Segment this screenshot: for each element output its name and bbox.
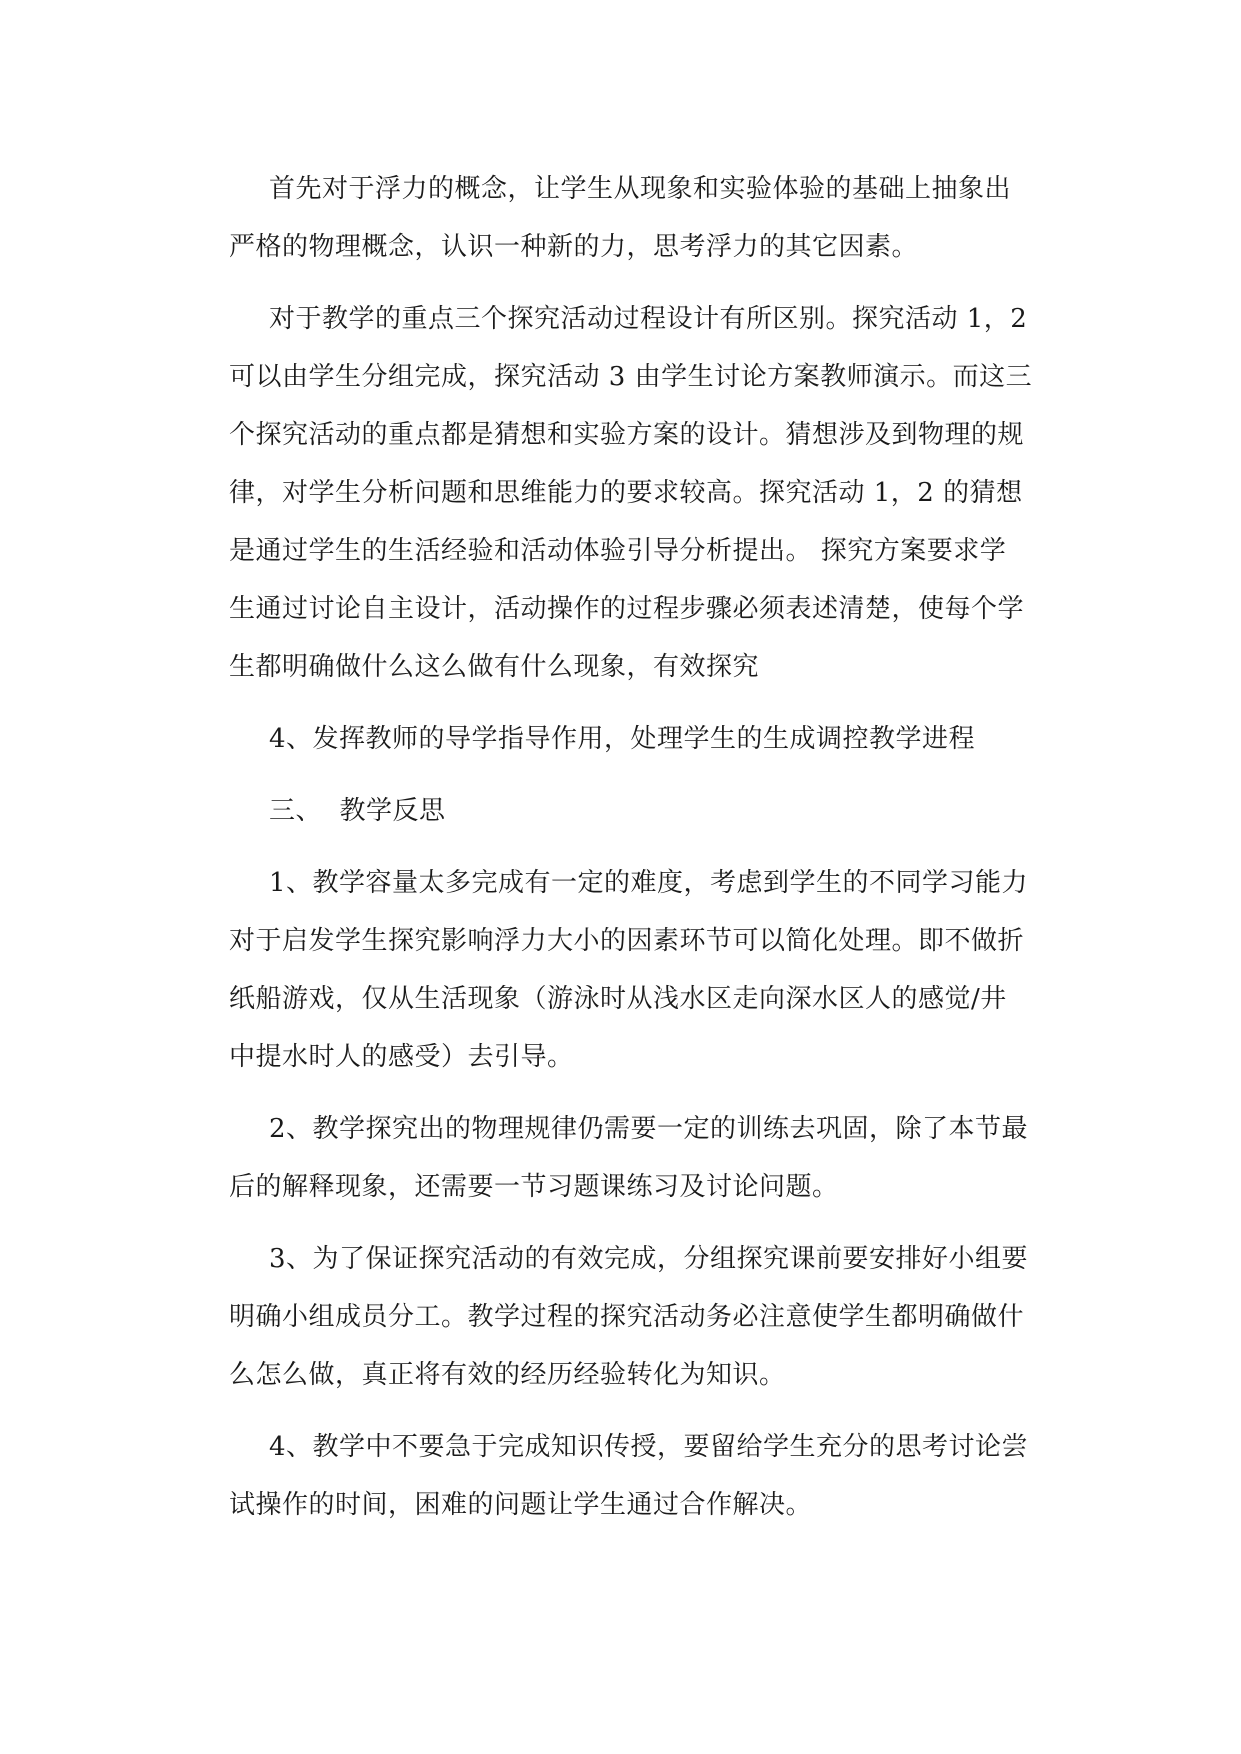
text-line: 律，对学生分析问题和思维能力的要求较高。探究活动 1，2 的猜想 [229, 478, 1023, 508]
text-line: 生都明确做什么这么做有什么现象，有效探究 [229, 652, 760, 682]
text-line: 对于教学的重点三个探究活动过程设计有所区别。探究活动 1，2 [269, 304, 1028, 334]
text-line: 可以由学生分组完成，探究活动 3 由学生讨论方案教师演示。而这三 [229, 362, 1033, 392]
paragraph-reflection-1 [189, 854, 1069, 1086]
paragraph-reflection-4 [189, 1418, 1069, 1534]
text-line: 严格的物理概念，认识一种新的力，思考浮力的其它因素。 [229, 232, 919, 262]
paragraph-inquiry-activities [189, 290, 1069, 696]
text-line: 明确小组成员分工。教学过程的探究活动务必注意使学生都明确做什 [229, 1302, 1025, 1332]
text-line: 生通过讨论自主设计，活动操作的过程步骤必须表述清楚，使每个学 [229, 594, 1025, 624]
text-line: 4、发挥教师的导学指导作用，处理学生的生成调控教学进程 [269, 724, 976, 754]
text-line: 3、为了保证探究活动的有效完成，分组探究课前要安排好小组要 [269, 1244, 1029, 1274]
paragraph-reflection-3 [189, 1230, 1069, 1404]
section-heading: 三、 教学反思 [269, 796, 446, 826]
text-line: 个探究活动的重点都是猜想和实验方案的设计。猜想涉及到物理的规 [229, 420, 1025, 450]
text-line: 后的解释现象，还需要一节习题课练习及讨论问题。 [229, 1172, 839, 1202]
text-line: 4、教学中不要急于完成知识传授，要留给学生充分的思考讨论尝 [269, 1432, 1029, 1462]
text-line: 么怎么做，真正将有效的经历经验转化为知识。 [229, 1360, 786, 1390]
paragraph-point-4 [189, 710, 1069, 768]
paragraph-buoyancy-concept [189, 160, 1069, 276]
text-line: 中提水时人的感受）去引导。 [229, 1042, 574, 1072]
text-line: 试操作的时间，困难的问题让学生通过合作解决。 [229, 1490, 813, 1520]
document-body [189, 160, 1069, 1548]
section-heading-reflection [189, 782, 1069, 840]
paragraph-reflection-2 [189, 1100, 1069, 1216]
text-line: 首先对于浮力的概念，让学生从现象和实验体验的基础上抽象出 [269, 174, 1012, 204]
text-line: 2、教学探究出的物理规律仍需要一定的训练去巩固，除了本节最 [269, 1114, 1029, 1144]
text-line: 是通过学生的生活经验和活动体验引导分析提出。 探究方案要求学 [229, 536, 1007, 566]
text-line: 对于启发学生探究影响浮力大小的因素环节可以简化处理。即不做折 [229, 926, 1025, 956]
text-line: 1、教学容量太多完成有一定的难度，考虑到学生的不同学习能力 [269, 868, 1029, 898]
text-line: 纸船游戏，仅从生活现象（游泳时从浅水区走向深水区人的感觉/井 [229, 984, 1007, 1014]
